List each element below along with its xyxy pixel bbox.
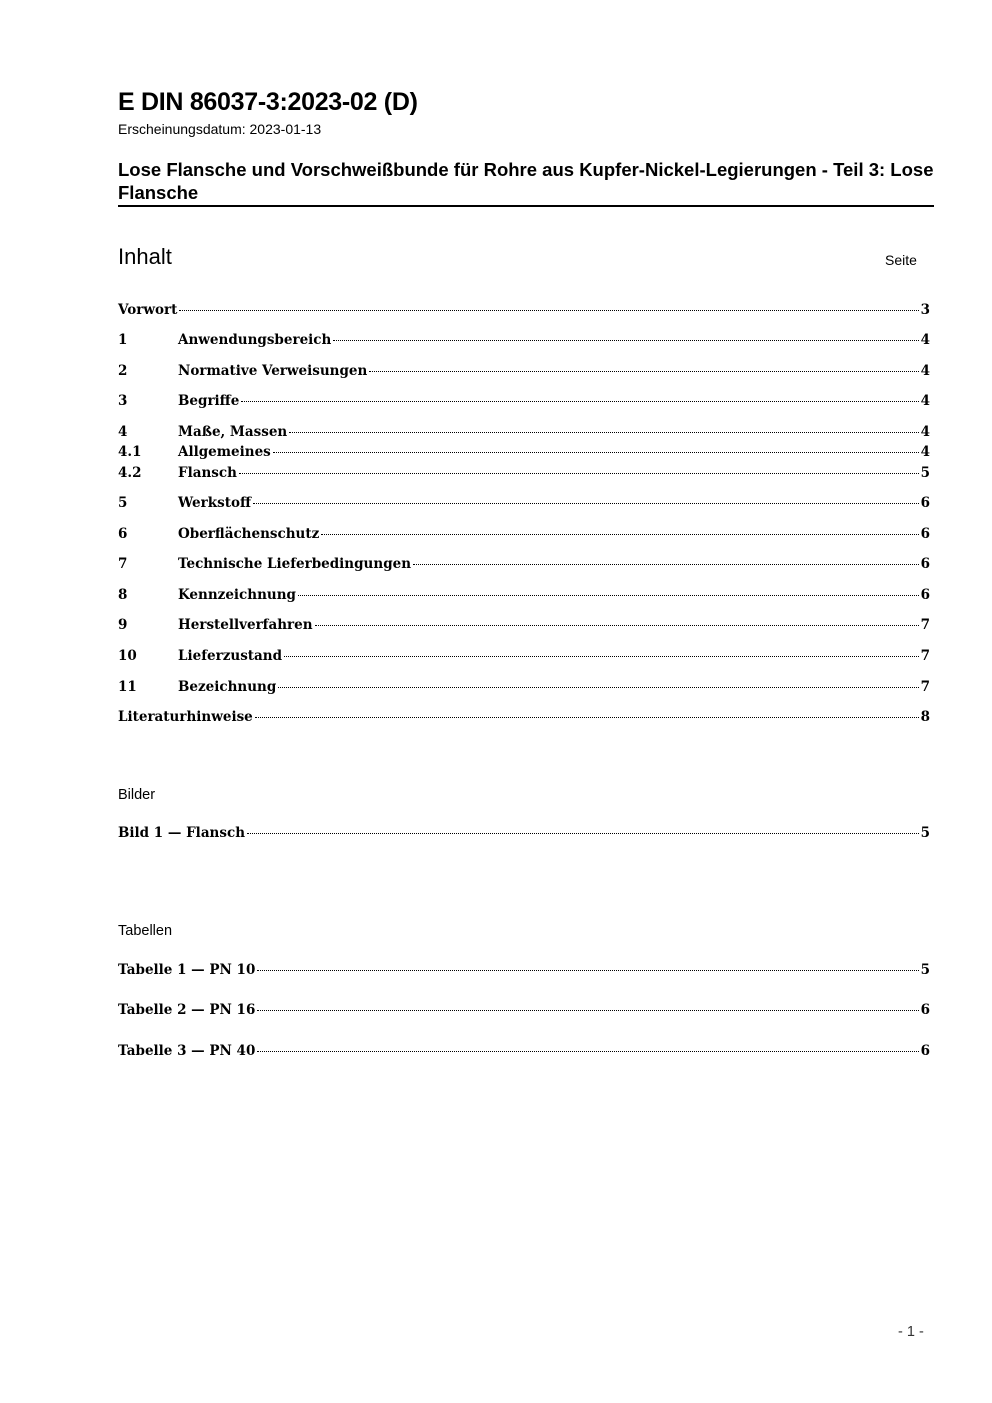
toc-entry-title: Bezeichnung [178,679,277,695]
toc-entry-title: Begriffe [178,393,240,409]
table-entry-title: Tabelle 3 — PN 40 [118,1043,256,1059]
table-entry-page: 6 [920,1043,930,1059]
dot-leader [257,970,918,971]
figure-entry[interactable] [118,825,930,845]
toc-entry-page: 6 [920,587,930,603]
toc-entry[interactable] [118,587,930,607]
toc-entry-title: Flansch [178,465,237,481]
toc-entry-number: 4.2 [118,465,142,481]
dot-leader [321,534,918,535]
figure-entry-page: 5 [920,825,930,841]
toc-entry[interactable] [118,495,930,515]
toc-entry-number: 4.1 [118,444,142,460]
toc-entry-number: 1 [118,332,128,348]
toc-entry-page: 7 [920,648,930,664]
toc-entry-title: Kennzeichnung [178,587,296,603]
dot-leader [253,503,919,504]
dot-leader [284,656,919,657]
table-entry-page: 6 [920,1002,930,1018]
toc-entry-page: 8 [920,709,930,725]
toc-entry-title: Oberflächenschutz [178,526,320,542]
toc-entry-page: 4 [920,393,930,409]
toc-entry-title: Werkstoff [178,495,252,511]
toc-entry-page: 7 [920,679,930,695]
toc-entry-page: 3 [920,302,930,318]
document-id: E DIN 86037-3:2023-02 (D) [118,88,418,116]
toc-entry-number: 4 [118,424,128,440]
dot-leader [273,452,919,453]
toc-entry-title: Anwendungsbereich [178,332,332,348]
dot-leader [315,625,919,626]
toc-entry-number: 7 [118,556,128,572]
table-entry-title: Tabelle 2 — PN 16 [118,1002,256,1018]
table-entry-title: Tabelle 1 — PN 10 [118,962,256,978]
tables-heading: Tabellen [118,923,173,939]
toc-entry-number: 5 [118,495,128,511]
table-entry[interactable] [118,1043,930,1063]
toc-entry-page: 6 [920,556,930,572]
toc-entry-page: 4 [920,444,930,460]
dot-leader [239,473,919,474]
toc-entry[interactable] [118,526,930,546]
toc-entry-number: 11 [118,679,137,695]
toc-entry-title: Normative Verweisungen [178,363,368,379]
toc-page-column-heading: Seite [885,252,917,268]
dot-leader [333,340,918,341]
table-entry-page: 5 [920,962,930,978]
toc-entry-title: Herstellverfahren [178,617,313,633]
toc-entry[interactable] [118,648,930,668]
toc-entry[interactable] [118,393,930,413]
toc-entry[interactable] [118,302,930,322]
toc-entry-page: 6 [920,526,930,542]
toc-entry[interactable] [118,465,930,485]
toc-entry-number: 3 [118,393,128,409]
toc-entry[interactable] [118,363,930,383]
toc-entry-title: Literaturhinweise [118,709,253,725]
table-entry[interactable] [118,962,930,982]
toc-entry-number: 8 [118,587,128,603]
toc-entry-title: Lieferzustand [178,648,283,664]
figure-entry-title: Bild 1 — Flansch [118,825,246,841]
dot-leader [247,833,919,834]
dot-leader [255,717,919,718]
toc-entry-page: 6 [920,495,930,511]
toc-entry[interactable] [118,556,930,576]
publication-date: Erscheinungsdatum: 2023-01-13 [118,121,322,137]
dot-leader [257,1010,918,1011]
toc-entry-page: 5 [920,465,930,481]
title-underline [118,205,934,207]
toc-entry-title: Vorwort [118,302,178,318]
toc-entry[interactable] [118,679,930,699]
toc-entry-number: 10 [118,648,137,664]
dot-leader [298,595,919,596]
figures-heading: Bilder [118,787,156,803]
toc-heading: Inhalt [118,244,172,269]
dot-leader [278,687,918,688]
toc-entry-number: 9 [118,617,128,633]
page-number: - 1 - [898,1324,924,1340]
toc-entry[interactable] [118,424,930,444]
dot-leader [257,1051,918,1052]
toc-entry[interactable] [118,444,930,464]
dot-leader [289,432,918,433]
toc-entry-title: Technische Lieferbedingungen [178,556,412,572]
document-title: Lose Flansche und Vorschweißbunde für Rohre aus Kupfer-Nickel-Legierungen - Teil 3: Lose Flansche [118,159,934,203]
toc-entry-title: Maße, Massen [178,424,288,440]
dot-leader [241,401,918,402]
dot-leader [413,564,919,565]
toc-entry[interactable] [118,332,930,352]
toc-entry[interactable] [118,709,930,729]
toc-entry-title: Allgemeines [178,444,271,460]
toc-entry-page: 4 [920,332,930,348]
dot-leader [369,371,918,372]
dot-leader [179,310,918,311]
table-entry[interactable] [118,1002,930,1022]
toc-entry-page: 7 [920,617,930,633]
toc-entry-number: 6 [118,526,128,542]
toc-entry-number: 2 [118,363,128,379]
toc-entry-page: 4 [920,424,930,440]
toc-entry-page: 4 [920,363,930,379]
toc-entry[interactable] [118,617,930,637]
